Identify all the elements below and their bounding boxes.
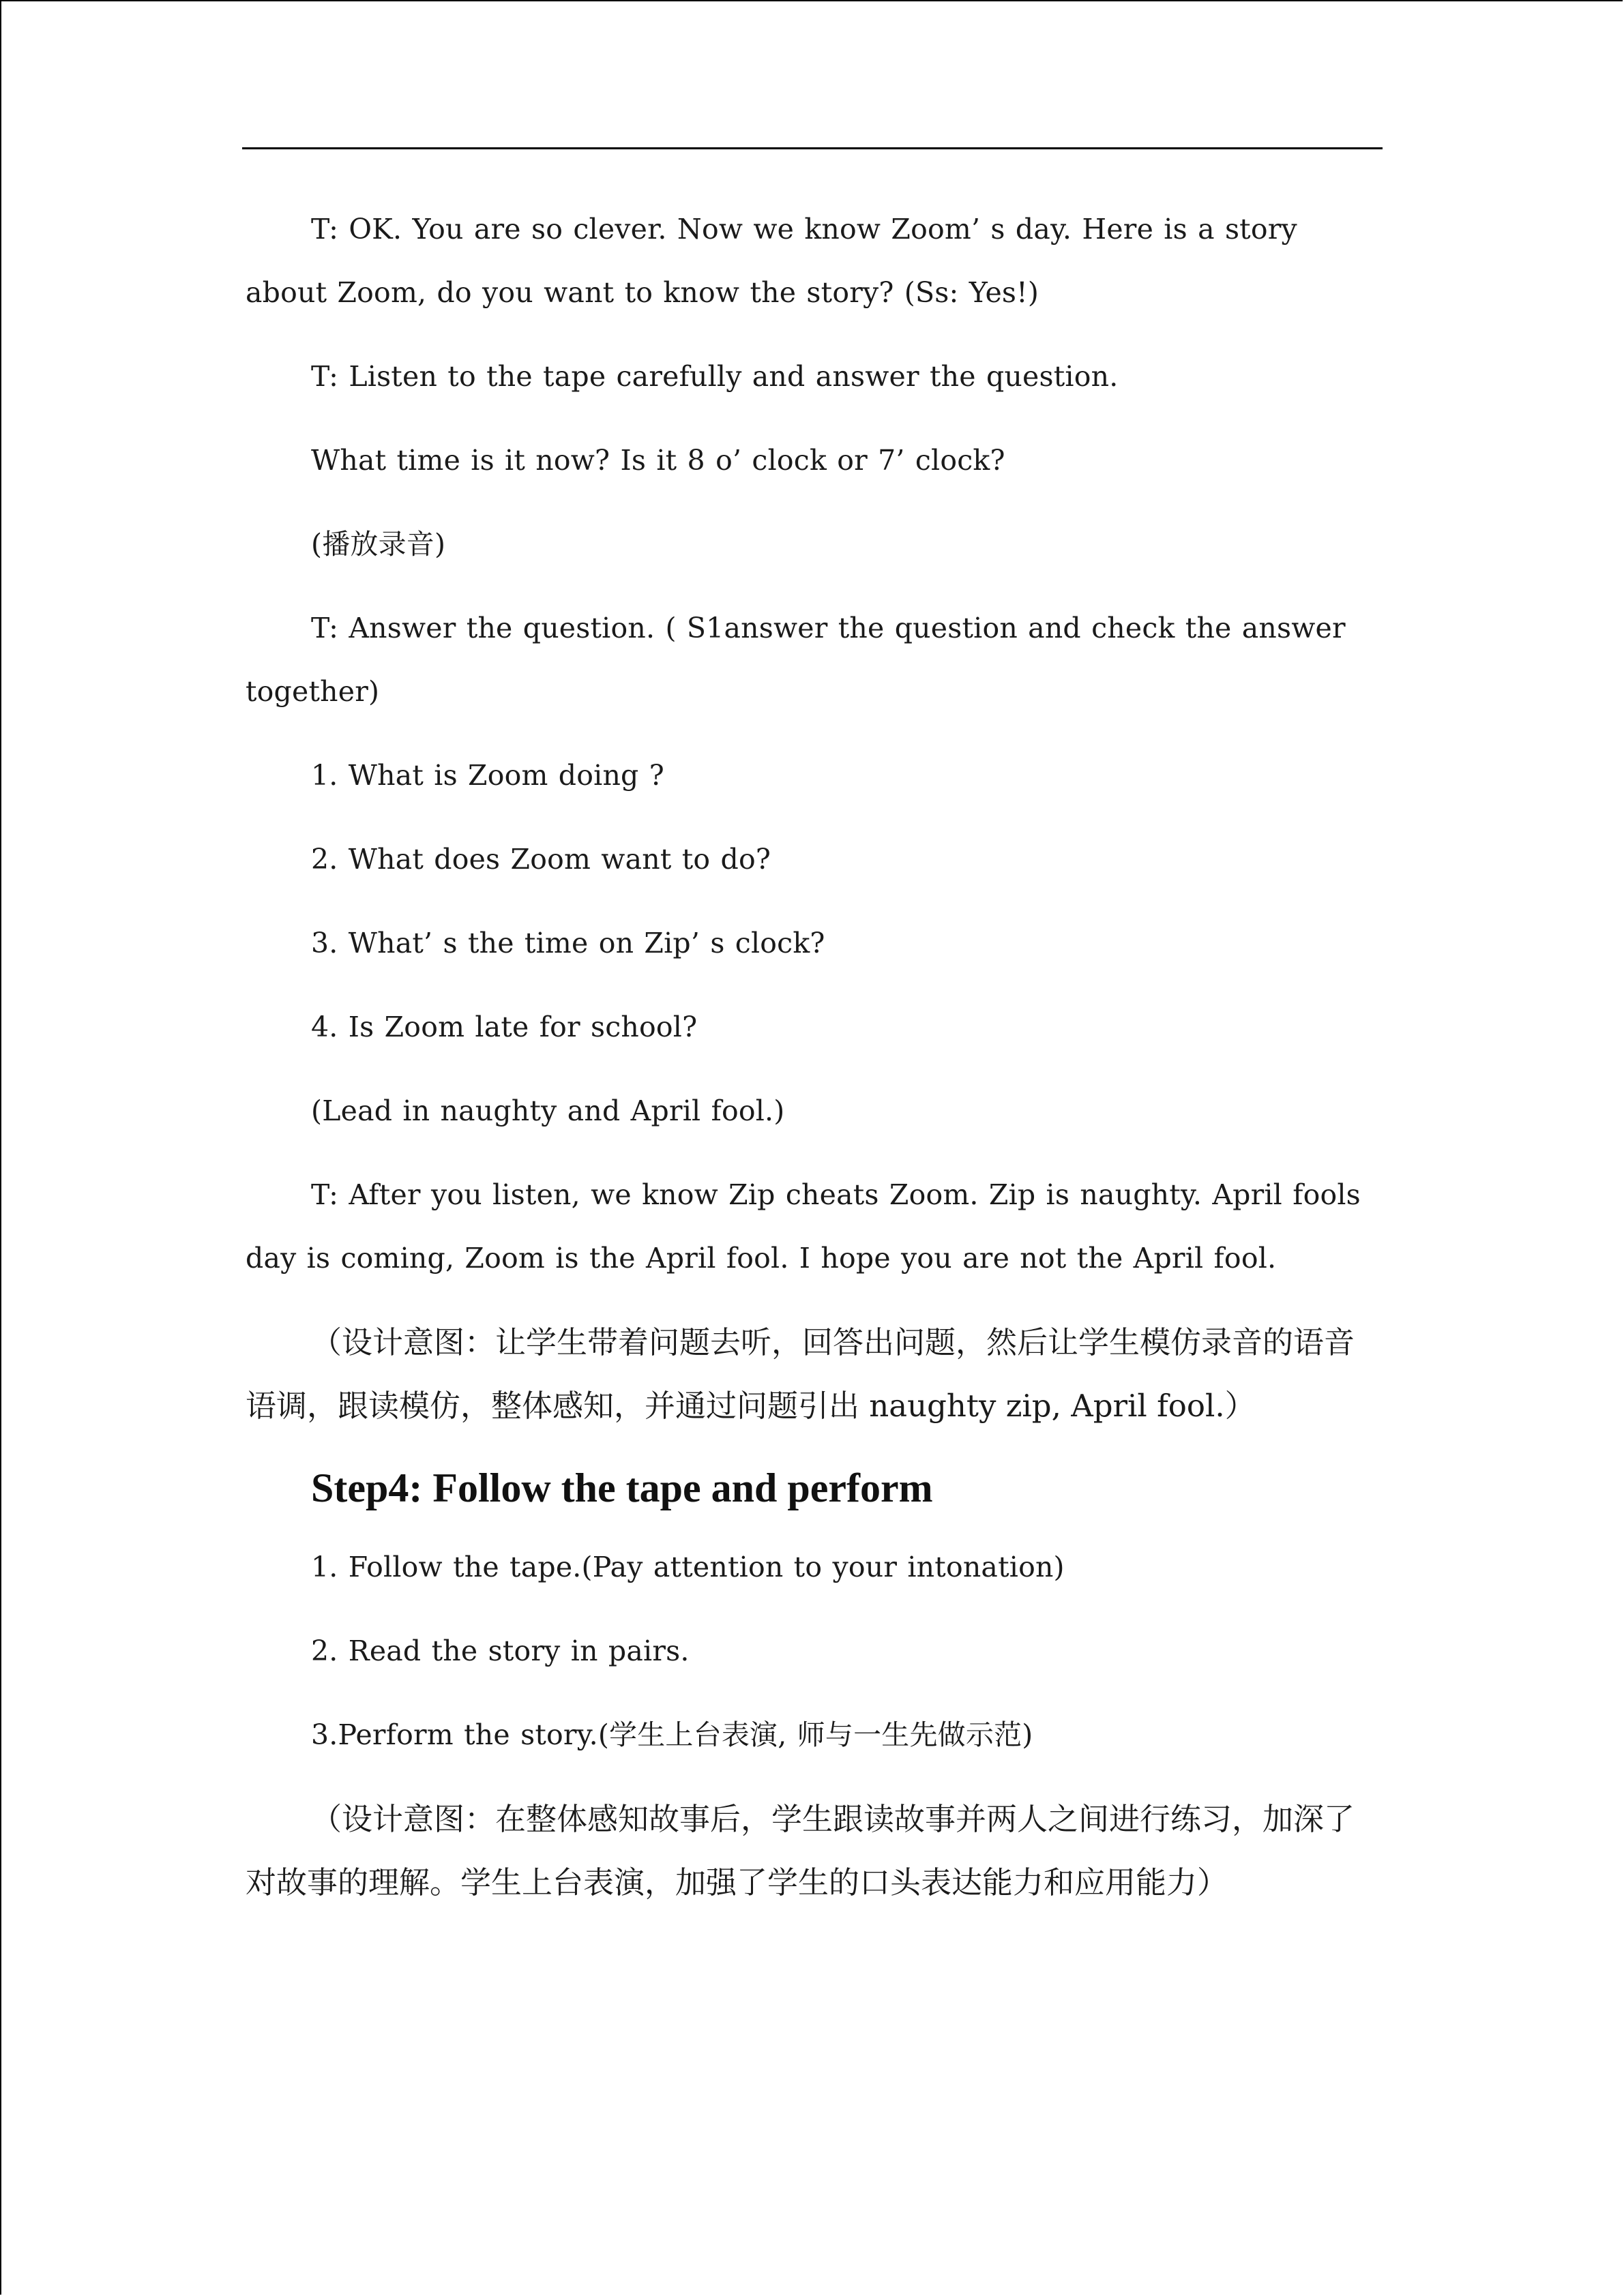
paragraph-play-recording: (播放录音)	[311, 528, 446, 561]
paragraph-answer-question: T: Answer the question. ( S1answer the question and check the answer together)	[246, 612, 1357, 708]
section-heading-step4: Step4: Follow the tape and perform	[311, 1465, 933, 1510]
paragraph-story-intro: T: OK. You are so clever. Now we know Zoom’ s day. Here is a story about Zoom, do you want to know the story? (Ss: Yes!)	[246, 213, 1308, 309]
paragraph-listen-instruction: T: Listen to the tape carefully and answer the question.	[311, 360, 1119, 393]
paragraph-time-question: What time is it now? Is it 8 o’ clock or 7’ clock?	[311, 444, 1005, 477]
question-item-1: 1. What is Zoom doing ?	[311, 759, 664, 792]
step4-item-1: 1. Follow the tape.(Pay attention to your intonation)	[311, 1551, 1065, 1583]
step4-item-3: 3.Perform the story.(学生上台表演, 师与一生先做示范)	[311, 1718, 1033, 1751]
step4-item-2: 2. Read the story in pairs.	[311, 1635, 690, 1667]
question-item-3: 3. What’ s the time on Zip’ s clock?	[311, 927, 825, 959]
design-intent-note-1: （设计意图：让学生带着问题去听，回答出问题，然后让学生模仿录音的语音语调，跟读模仿，整体感知，并通过问题引出 naughty zip, April fool.）	[246, 1324, 1355, 1424]
question-item-2: 2. What does Zoom want to do?	[311, 843, 771, 876]
document-body	[246, 198, 1379, 1935]
paragraph-lead-in: (Lead in naughty and April fool.)	[311, 1094, 785, 1127]
design-intent-note-2: （设计意图：在整体感知故事后，学生跟读故事并两人之间进行练习，加深了对故事的理解。学生上台表演，加强了学生的口头表达能力和应用能力）	[246, 1801, 1355, 1900]
header-rule	[242, 147, 1383, 149]
paragraph-after-listen: T: After you listen, we know Zip cheats Zoom. Zip is naughty. April fools day is coming, Zoom is the April fool. I hope you are not the April fool.	[246, 1178, 1372, 1274]
question-item-4: 4. Is Zoom late for school?	[311, 1011, 698, 1043]
